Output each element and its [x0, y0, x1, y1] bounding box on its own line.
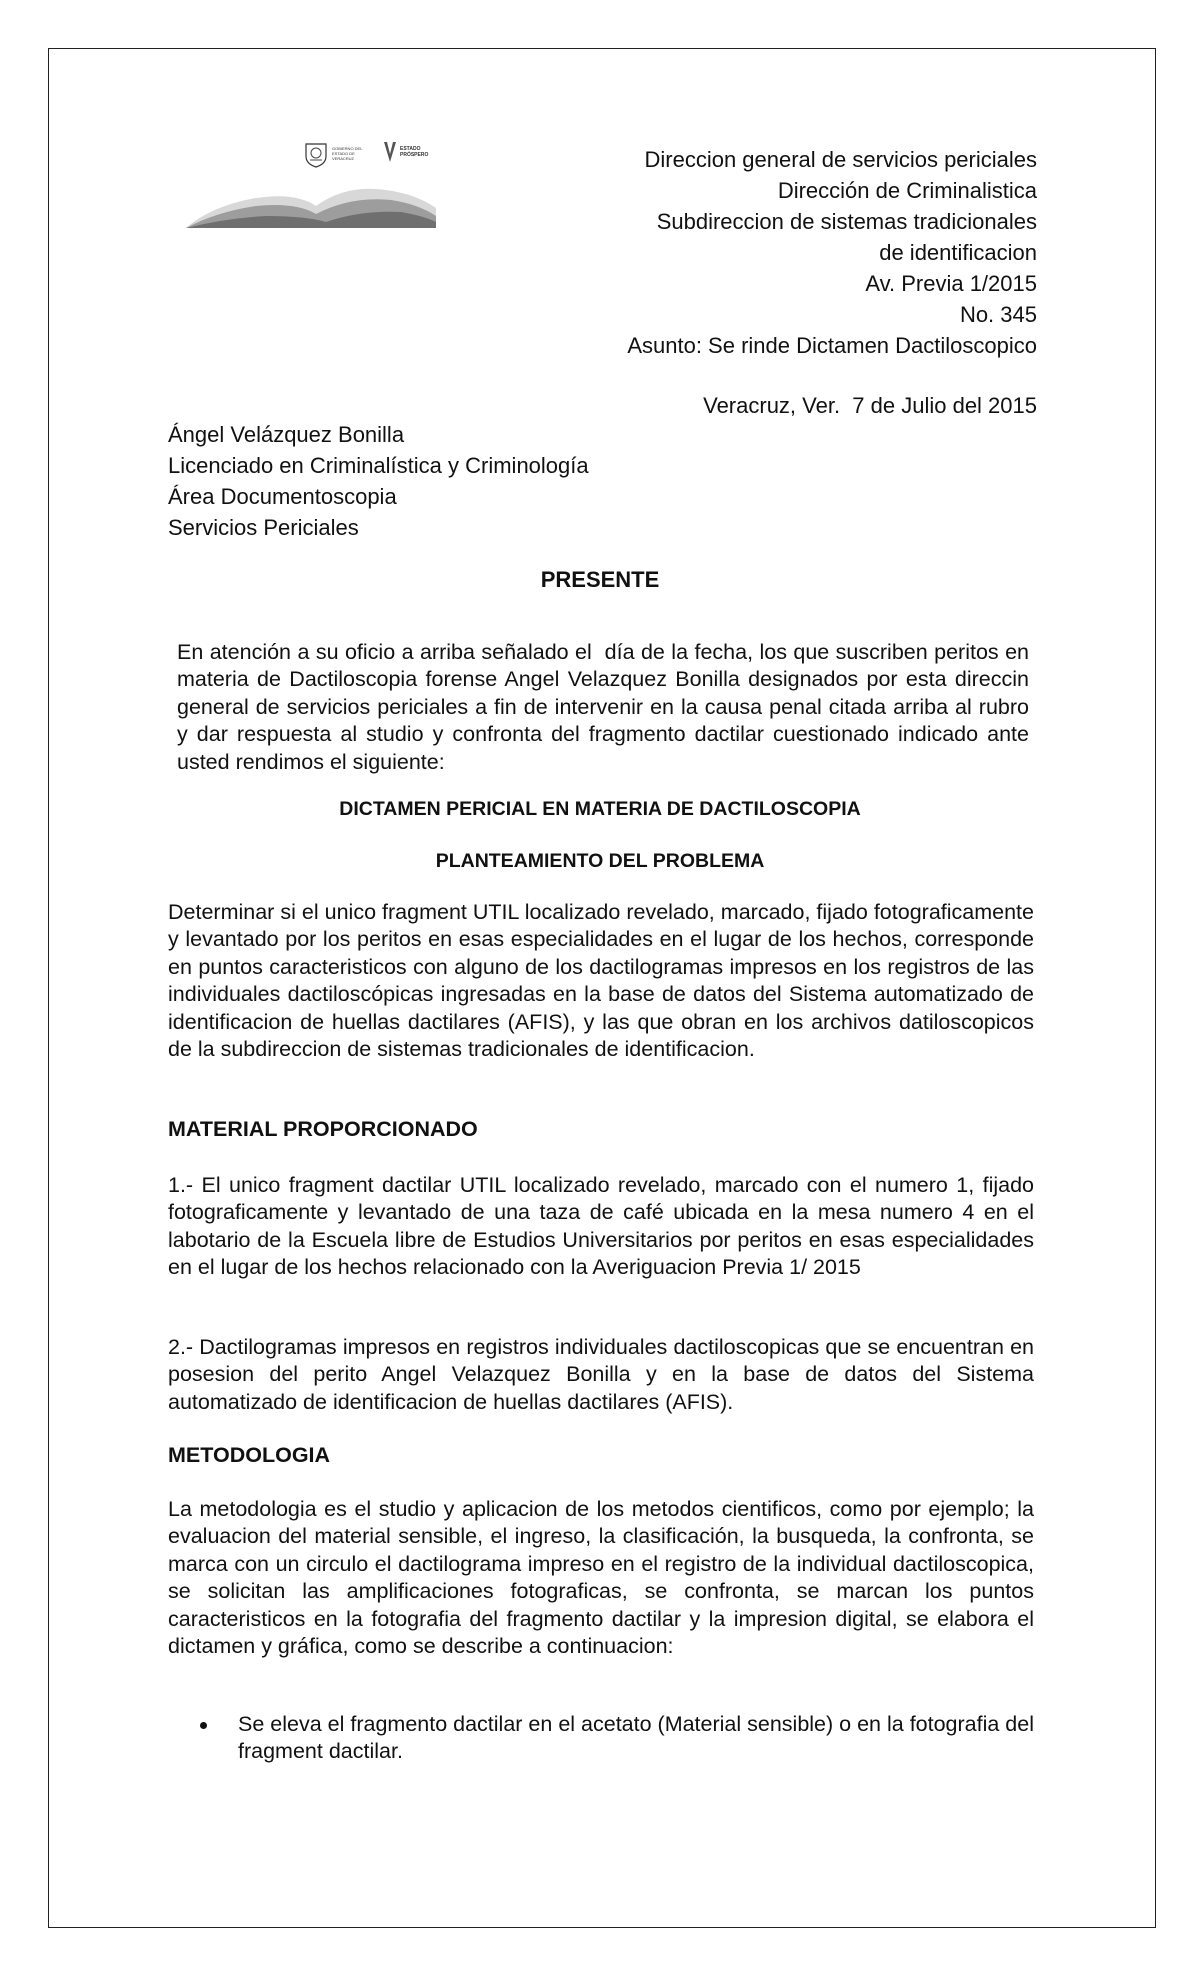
document-header	[627, 144, 1037, 361]
prospero-mark-icon	[382, 140, 398, 164]
intro-paragraph: En atención a su oficio a arriba señalado el día de la fecha, los que suscriben peritos en materia de Dactiloscopia forense Angel Velazquez Bonilla designados por esta direccin general de servicios periciales a fin de intervenir en la causa penal citada arriba al rubro y dar respuesta al studio y confronta del fragmento dactilar cuestionado indicado ante usted rendimos el siguiente:	[177, 640, 1035, 774]
material-item-1: 1.- El unico fragment dactilar UTIL localizado revelado, marcado con el numero 1, fijado fotograficamente y levantado de una taza de café ubicada en la mesa numero 4 en el labotario de la Escuela libre de Estudios Universitarios por peritos en esas especialidades en el lugar de los hechos relacionado con la Averiguacion Previa 1/ 2015	[168, 1173, 1034, 1280]
state-seal-icon	[304, 142, 328, 168]
addressee-name: Ángel Velázquez Bonilla	[168, 422, 405, 447]
addressee-dept: Servicios Periciales	[168, 515, 359, 540]
addressee-block	[168, 419, 589, 543]
dictamen-title: DICTAMEN PERICIAL EN MATERIA DE DACTILOSCOPIA	[339, 798, 861, 820]
metodologia-paragraph: La metodologia es el studio y aplicacion de los metodos cientificos, como por ejemplo; la evaluacion del material sensible, el ingreso, la clasificación, la busqueda, la confronta, se marca con un circulo el dactilograma impreso en el registro de la individual dactiloscopica, se solicitan las amplificaciones fotograficas, se confronta, se marcan los puntos caracteristicos en la fotografia del fragmento dactilar y la impresion digital, se elabora el dictamen y gráfica, como se describe a continuacion:	[168, 1497, 1034, 1659]
material-item-2: 2.- Dactilogramas impresos en registros individuales dactiloscopicas que se encuentran en posesion del perito Angel Velazquez Bonilla y en la base de datos del Sistema automatizado de identificacion de huellas dactilares (AFIS).	[168, 1335, 1034, 1414]
brand-caption: ESTADO PRÓSPERO	[400, 146, 429, 158]
planteamiento-paragraph: Determinar si el unico fragment UTIL localizado revelado, marcado, fijado fotograficamente y levantado por los peritos en esas especialidades en el lugar de los hechos, corresponde en puntos caracteristicos con alguno de los dactilogramas impresos en los registros de las individuales dactiloscópicas ingresadas en la base de datos del Sistema automatizado de identificacion de huellas dactilares (AFIS), y las que obran en los archivos datiloscopicos de la subdireccion de sistemas tradicionales de identificacion.	[168, 900, 1034, 1062]
bullet-item: Se eleva el fragmento dactilar en el acetato (Material sensible) o en la fotografia del fragment dactilar.	[238, 1712, 1034, 1764]
planteamiento-title: PLANTEAMIENTO DEL PROBLEMA	[435, 850, 765, 872]
material-title: MATERIAL PROPORCIONADO	[168, 1117, 478, 1141]
header-line: Direccion general de servicios periciales	[644, 147, 1037, 172]
header-line: de identificacion	[879, 240, 1037, 265]
seal-caption: GOBIERNO DEL ESTADO DE VERACRUZ	[332, 146, 363, 161]
header-line: No. 345	[959, 302, 1037, 327]
place-date: Veracruz, Ver. 7 de Julio del 2015	[703, 393, 1037, 418]
addressee-title: Licenciado en Criminalística y Criminología	[168, 453, 589, 478]
header-line: Dirección de Criminalistica	[777, 178, 1037, 203]
addressee-area: Área Documentoscopia	[168, 484, 397, 509]
metodologia-title: METODOLOGIA	[168, 1443, 331, 1467]
header-line: Subdireccion de sistemas tradicionales	[656, 209, 1037, 234]
header-line: Av. Previa 1/2015	[865, 271, 1037, 296]
government-logo	[186, 136, 436, 228]
bullet-icon	[200, 1722, 207, 1729]
presente-heading: PRESENTE	[540, 567, 660, 592]
hills-graphic-icon	[186, 176, 436, 228]
subject-line: Asunto: Se rinde Dictamen Dactiloscopico	[627, 333, 1037, 358]
